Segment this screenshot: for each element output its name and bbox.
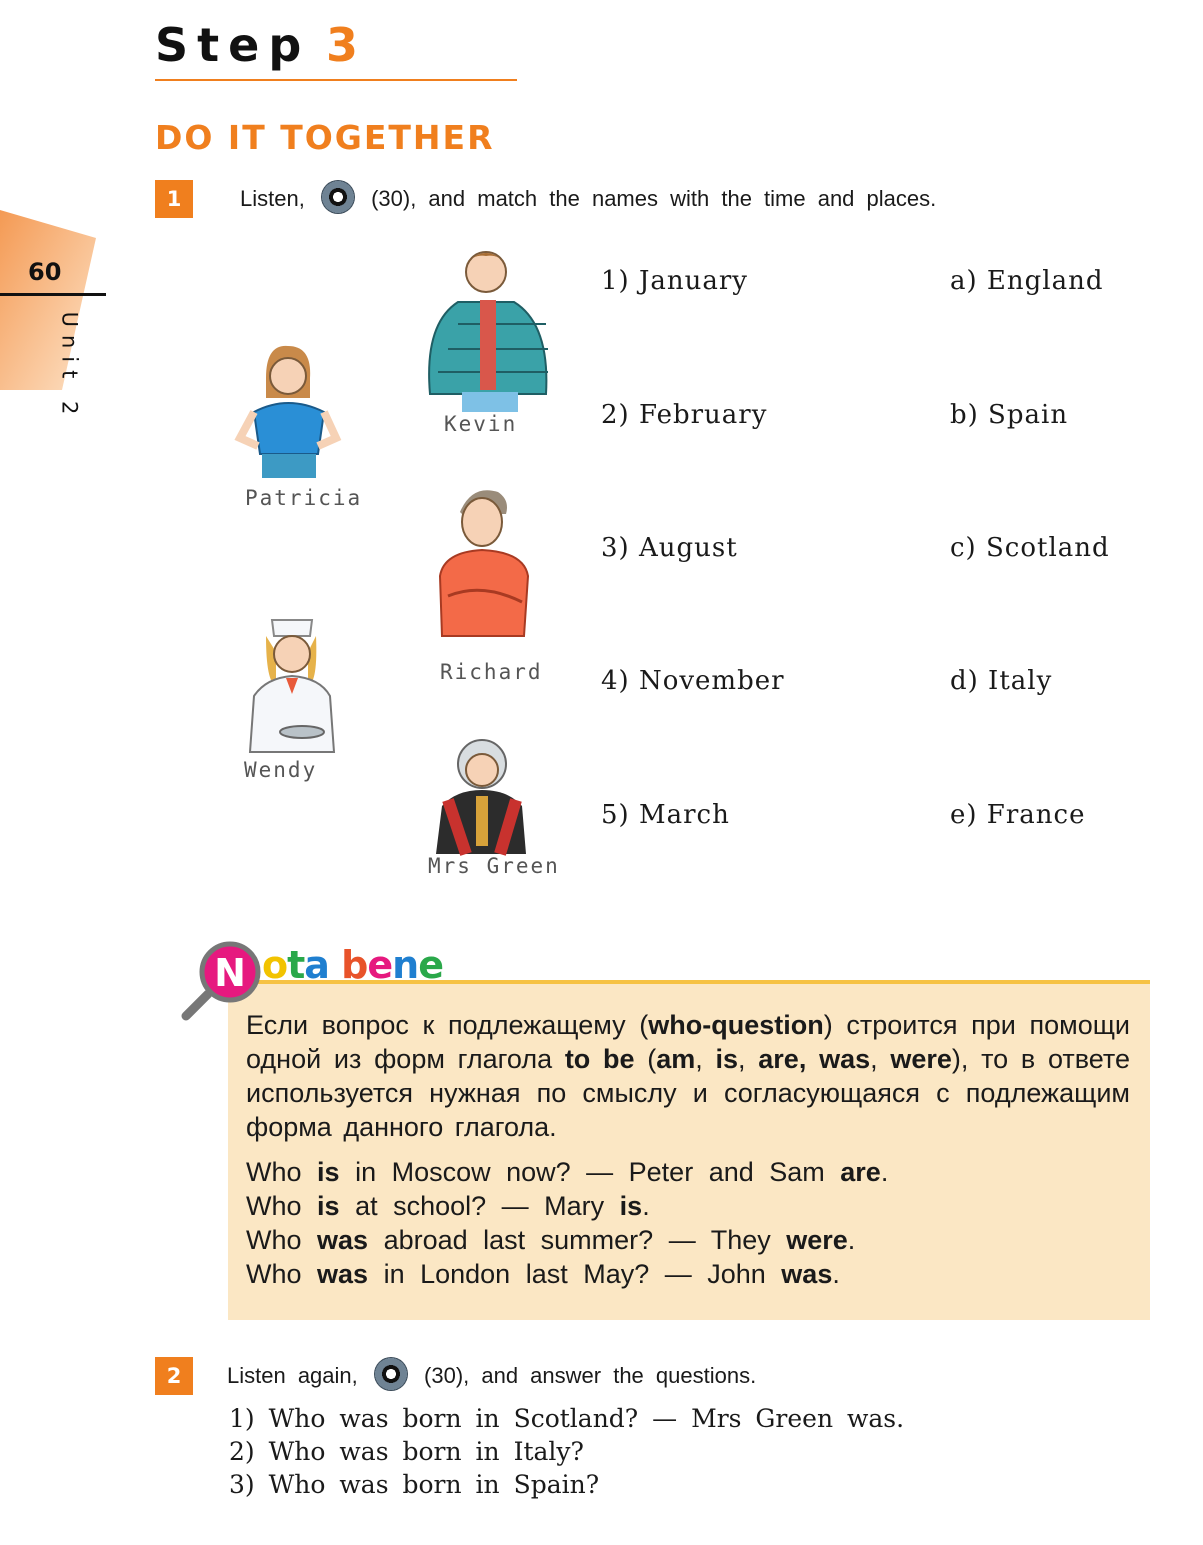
- task-number-2: 2: [155, 1357, 193, 1395]
- task-number-1: 1: [155, 180, 193, 218]
- nota-bene-initial: N: [214, 951, 246, 995]
- nb-example: [246, 1225, 855, 1256]
- question-item: 1) Who was born in Scotland? — Mrs Green was.: [229, 1404, 905, 1433]
- step-number: 3: [326, 18, 359, 72]
- page-number: 60: [28, 258, 62, 286]
- nb-ex-text: .: [832, 1259, 840, 1289]
- question-item: 2) Who was born in Italy?: [229, 1437, 584, 1466]
- nb-ex-bold: is: [619, 1191, 643, 1221]
- patricia-illustration: [232, 342, 342, 482]
- nb-ex-text: .: [847, 1225, 856, 1255]
- magnifier-handle: [186, 994, 208, 1016]
- unit-label: Unit 2: [57, 311, 82, 423]
- nb-ex-text: Who: [246, 1225, 318, 1255]
- page-tab-shape: [0, 210, 100, 390]
- kevin-name: Kevin: [444, 412, 518, 436]
- nb-ex-text: Who: [246, 1259, 318, 1289]
- nb-bold: was: [819, 1044, 871, 1074]
- nb-text: ), то в ответе используется нужная по смыслу и согласующаяся с подлежащим форма данного глагола.: [246, 1044, 1130, 1142]
- nb-text: ,: [695, 1044, 716, 1074]
- nb-ex-text: abroad last summer? — They: [368, 1225, 787, 1255]
- nb-text: ,: [738, 1044, 759, 1074]
- mrs-green-name: Mrs Green: [428, 854, 560, 878]
- nb-example: [246, 1191, 650, 1222]
- wendy-illustration: [236, 612, 346, 762]
- step-underline: [155, 79, 517, 81]
- nb-ex-text: .: [880, 1157, 889, 1187]
- patricia-name: Patricia: [245, 486, 363, 510]
- month-item: 5) March: [601, 800, 730, 830]
- nb-ex-text: Who: [246, 1157, 318, 1187]
- task1-instruction: [240, 183, 936, 217]
- month-item: 1) January: [601, 266, 748, 296]
- audio-cd-icon[interactable]: [374, 1357, 408, 1391]
- richard-illustration: [432, 486, 542, 656]
- place-item: c) Scotland: [950, 533, 1110, 563]
- nb-bold: are,: [758, 1044, 807, 1074]
- nb-bold: who-question: [648, 1010, 824, 1040]
- place-item: a) England: [950, 266, 1104, 296]
- nb-text: Если вопрос к подлежащему (: [246, 1010, 649, 1040]
- nb-bold: is: [715, 1044, 739, 1074]
- question-item: 3) Who was born in Spain?: [229, 1470, 600, 1499]
- mrs-green-illustration: [426, 736, 536, 856]
- nb-ex-text: at school? — Mary: [339, 1191, 620, 1221]
- nb-ex-text: in Moscow now? — Peter and Sam: [339, 1157, 841, 1187]
- kevin-illustration: [418, 244, 558, 414]
- nb-ex-bold: is: [317, 1191, 340, 1221]
- place-item: b) Spain: [950, 400, 1069, 430]
- nb-ex-bold: was: [317, 1259, 369, 1289]
- nb-example: [246, 1259, 840, 1290]
- place-item: d) Italy: [950, 666, 1053, 696]
- nb-ex-bold: is: [317, 1157, 340, 1187]
- nb-ex-bold: were: [786, 1225, 848, 1255]
- section-title: DO IT TOGETHER: [155, 118, 495, 157]
- nb-ex-bold: was: [781, 1259, 833, 1289]
- task2-instruction-start: Listen again,: [227, 1362, 358, 1388]
- task1-instruction-start: Listen,: [240, 185, 305, 211]
- task2-instruction: [227, 1360, 756, 1394]
- nota-bene-letters: ota bene: [262, 943, 443, 987]
- nb-bold: were: [890, 1044, 952, 1074]
- nb-text: ) строится при помощи одной из форм глагола: [246, 1010, 1131, 1074]
- nb-ex-text: Who: [246, 1191, 318, 1221]
- task1-instruction-end: (30), and match the names with the time and places.: [371, 185, 937, 211]
- nb-ex-text: .: [642, 1191, 650, 1221]
- place-item: e) France: [950, 800, 1086, 830]
- nb-ex-text: in London last May? — John: [368, 1259, 782, 1289]
- nb-text: (: [634, 1044, 657, 1074]
- wendy-name: Wendy: [244, 758, 318, 782]
- nota-bene-rule-text: [246, 1008, 1130, 1144]
- nb-ex-bold: was: [317, 1225, 369, 1255]
- richard-name: Richard: [440, 660, 543, 684]
- month-item: 2) February: [601, 400, 768, 430]
- audio-cd-icon[interactable]: [321, 180, 355, 214]
- page-number-rule: [0, 293, 106, 296]
- month-item: 4) November: [601, 666, 785, 696]
- nb-ex-bold: are: [840, 1157, 881, 1187]
- nb-example: [246, 1157, 888, 1188]
- nb-bold: am: [656, 1044, 696, 1074]
- nb-text: [806, 1044, 819, 1074]
- task2-instruction-end: (30), and answer the questions.: [424, 1362, 757, 1388]
- month-item: 3) August: [601, 533, 738, 563]
- step-label: Step: [155, 18, 311, 72]
- nb-text: ,: [870, 1044, 891, 1074]
- nb-bold: to be: [564, 1044, 635, 1074]
